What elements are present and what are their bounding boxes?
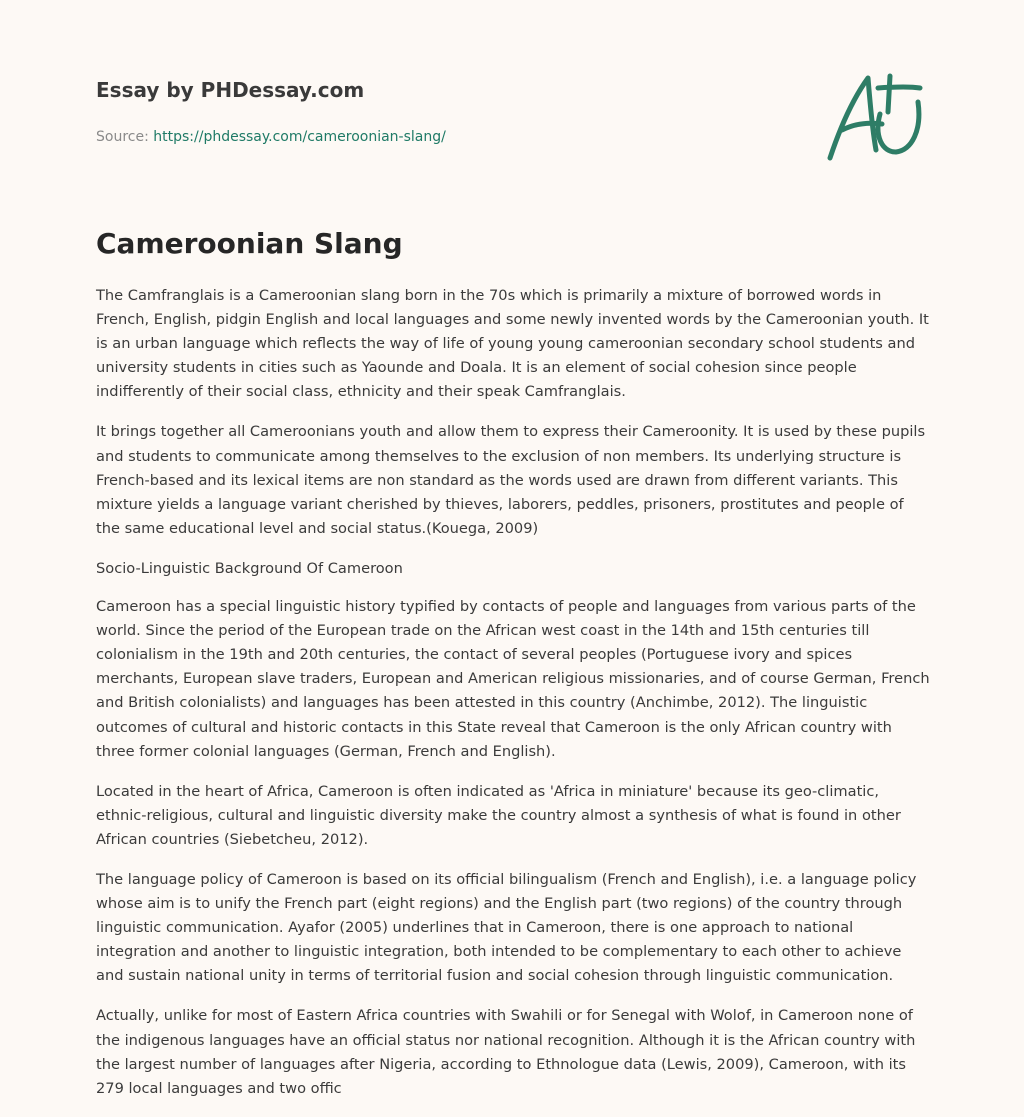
site-title: Essay by PHDessay.com bbox=[96, 78, 365, 102]
paragraph: The language policy of Cameroon is based on its official bilingualism (French and English), i.e. a language policy whose aim is to unify the French part (eight regions) and the English part (two regions) of the country through linguistic communication. Ayafor (2005) underlines that in Cameroon, there is one approach to national integration and another to linguistic integration, both intended to be complementary to each other to achieve and sustain national unity in terms of territorial fusion and social cohesion through linguistic communication. bbox=[96, 870, 917, 985]
paragraph: Cameroon has a special linguistic history typified by contacts of people and languages from various parts of the world. Since the period of the European trade on the African west coast in the 14th and 15th centuries till colonialism in the 19th and 20th centuries, the contact of several peoples (Portuguese ivory and spices merchants, European slave traders, European and American religious missionaries, and of course German, French and British colonialists) and languages has been attested in this country (Anchimbe, 2012). The linguistic outcomes of cultural and historic contacts in this State reveal that Cameroon is the only African country with three former colonial languages (German, French and English). bbox=[96, 598, 930, 760]
a-plus-logo-icon bbox=[818, 66, 928, 166]
page-header bbox=[96, 76, 696, 147]
essay-body bbox=[96, 284, 932, 1117]
section-subheading: Socio-Linguistic Background Of Cameroon bbox=[96, 559, 403, 577]
paragraph: Located in the heart of Africa, Cameroon is often indicated as 'Africa in miniature' because its geo-climatic, ethnic-religious, cultural and linguistic diversity make the country almost a synthesis of what is found in other African countries (Siebetcheu, 2012). bbox=[96, 782, 901, 848]
paragraph: Actually, unlike for most of Eastern Africa countries with Swahili or for Senegal with Wolof, in Cameroon none of the indigenous languages have an official status nor national recognition. Although it is the African country with the largest number of languages after Nigeria, according to Ethnologue data (Lewis, 2009), Cameroon, with its 279 local languages and two offic bbox=[96, 1007, 916, 1097]
paragraph: The Camfranglais is a Cameroonian slang born in the 70s which is primarily a mixture of borrowed words in French, English, pidgin English and local languages and some newly invented words by the Cameroonian youth. It is an urban language which reflects the way of life of young young cameroonian secondary school students and university students in cities such as Yaounde and Doala. It is an element of social cohesion since people indifferently of their social class, ethnicity and their speak Camfranglais. bbox=[96, 287, 929, 401]
essay-title: Cameroonian Slang bbox=[96, 227, 403, 260]
source-line bbox=[96, 127, 696, 147]
paragraph: It brings together all Cameroonians youth and allow them to express their Cameroonity. It is used by these pupils and students to communicate among themselves to the exclusion of non members. Its underlying structure is French-based and its lexical items are non standard as the words used are drawn from different variants. This mixture yields a language variant cherished by thieves, laborers, peddles, prisoners, prostitutes and people of the same educational level and social status.(Kouega, 2009) bbox=[96, 423, 926, 537]
source-label: Source: bbox=[96, 129, 149, 145]
source-link[interactable]: https://phdessay.com/cameroonian-slang/ bbox=[153, 129, 446, 145]
